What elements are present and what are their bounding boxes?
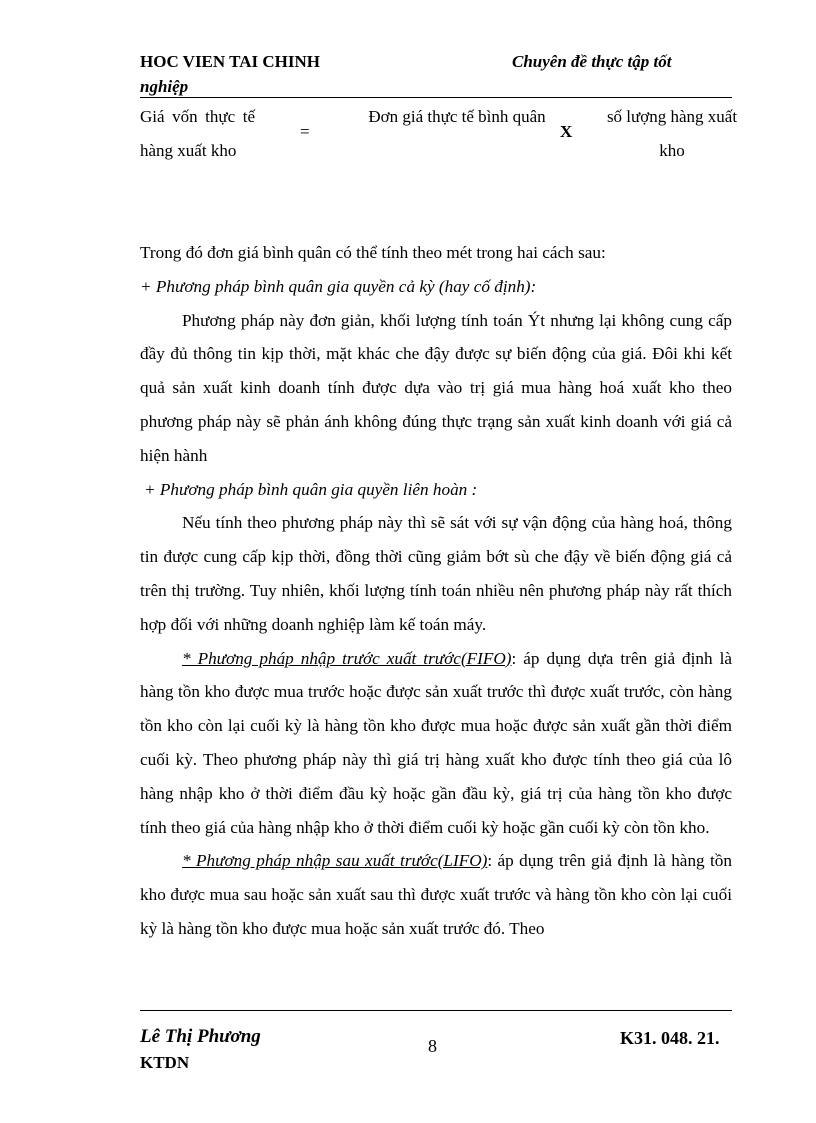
lifo-label: * Phương pháp nhập sau xuất trước(LIFO) xyxy=(182,851,488,871)
paragraph-fifo xyxy=(140,642,732,845)
fifo-label: * Phương pháp nhập trước xuất trước(FIFO) xyxy=(182,648,512,668)
body-text xyxy=(140,236,732,946)
header-title-continuation: nghiệp xyxy=(140,77,189,96)
header-title: Chuyên đề thực tập tốt xyxy=(512,52,672,71)
header-institution: HOC VIEN TAI CHINH xyxy=(140,52,320,71)
formula-rhs: số lượng hàng xuất kho xyxy=(606,107,738,160)
formula-lhs: Giá vốn thực tế hàng xuất kho xyxy=(140,107,255,160)
fifo-text: : áp dụng dựa trên giả định là hàng tồn kho được mua trước hoặc được sản xuất trước thì được xuất trước, còn hàng tồn kho còn lại cuối kỳ là hàng tồn kho được mua hoặc được sản xuất gần thời điểm cuối kỳ. Theo phương pháp này thì giá trị hàng xuất kho được tính theo giá của lô hàng nhập kho ở thời điểm đầu kỳ hoặc gần đầu kỳ, giá trị của hàng tồn kho được tính theo giá của hàng nhập kho ở thời điểm cuối kỳ hoặc gần cuối kỳ còn tồn kho. xyxy=(140,648,733,837)
formula-middle: Đơn giá thực tế bình quân xyxy=(368,107,546,126)
heading-weighted-average-period: + Phương pháp bình quân gia quyền cả kỳ (hay cố định): xyxy=(140,276,537,296)
footer-department: KTDN xyxy=(140,1053,190,1072)
footer-rule xyxy=(140,1010,732,1011)
footer-author: Lê Thị Phương xyxy=(140,1026,261,1047)
formula-multiply: X xyxy=(560,122,573,141)
paragraph-weighted-average-period: Phương pháp này đơn giản, khối lượng tính toán Ýt nhưng lại không cung cấp đầy đủ thông tin kịp thời, mặt khác che đậy được sự biến động của giá. Đôi khi kết quả sản xuất kinh doanh tính được dựa vào trị giá mua hàng hoá xuất kho theo phương pháp này sẽ phản ánh không đúng thực trạng sản xuất kinh doanh với giá cả hiện hành xyxy=(140,310,732,465)
paragraph-moving-average: Nếu tính theo phương pháp này thì sẽ sát với sự vận động của hàng hoá, thông tin được cung cấp kịp thời, đồng thời cũng giảm bớt sù che đậy về biến động giá cả trên thị trường. Tuy nhiên, khối lượng tính toán nhiều nên phương pháp này rất thích hợp đối với những doanh nghiệp làm kế toán máy. xyxy=(140,513,732,634)
footer-student-code: K31. 048. 21. xyxy=(620,1028,720,1048)
formula-table xyxy=(140,100,738,210)
lifo-text: : áp dụng trên giả định là hàng tồn kho được mua sau hoặc sản xuất sau thì được xuất trước và hàng tồn kho còn lại cuối kỳ là hàng tồn kho được mua hoặc sản xuất trước đó. Theo xyxy=(140,851,732,938)
paragraph-intro: Trong đó đơn giá bình quân có thể tính theo mét trong hai cách sau: xyxy=(140,243,606,262)
formula-equals: = xyxy=(300,122,310,141)
paragraph-lifo xyxy=(140,844,732,945)
header-rule xyxy=(140,97,732,98)
heading-moving-average: + Phương pháp bình quân gia quyền liên hoàn : xyxy=(144,479,478,499)
page-number: 8 xyxy=(428,1036,437,1056)
